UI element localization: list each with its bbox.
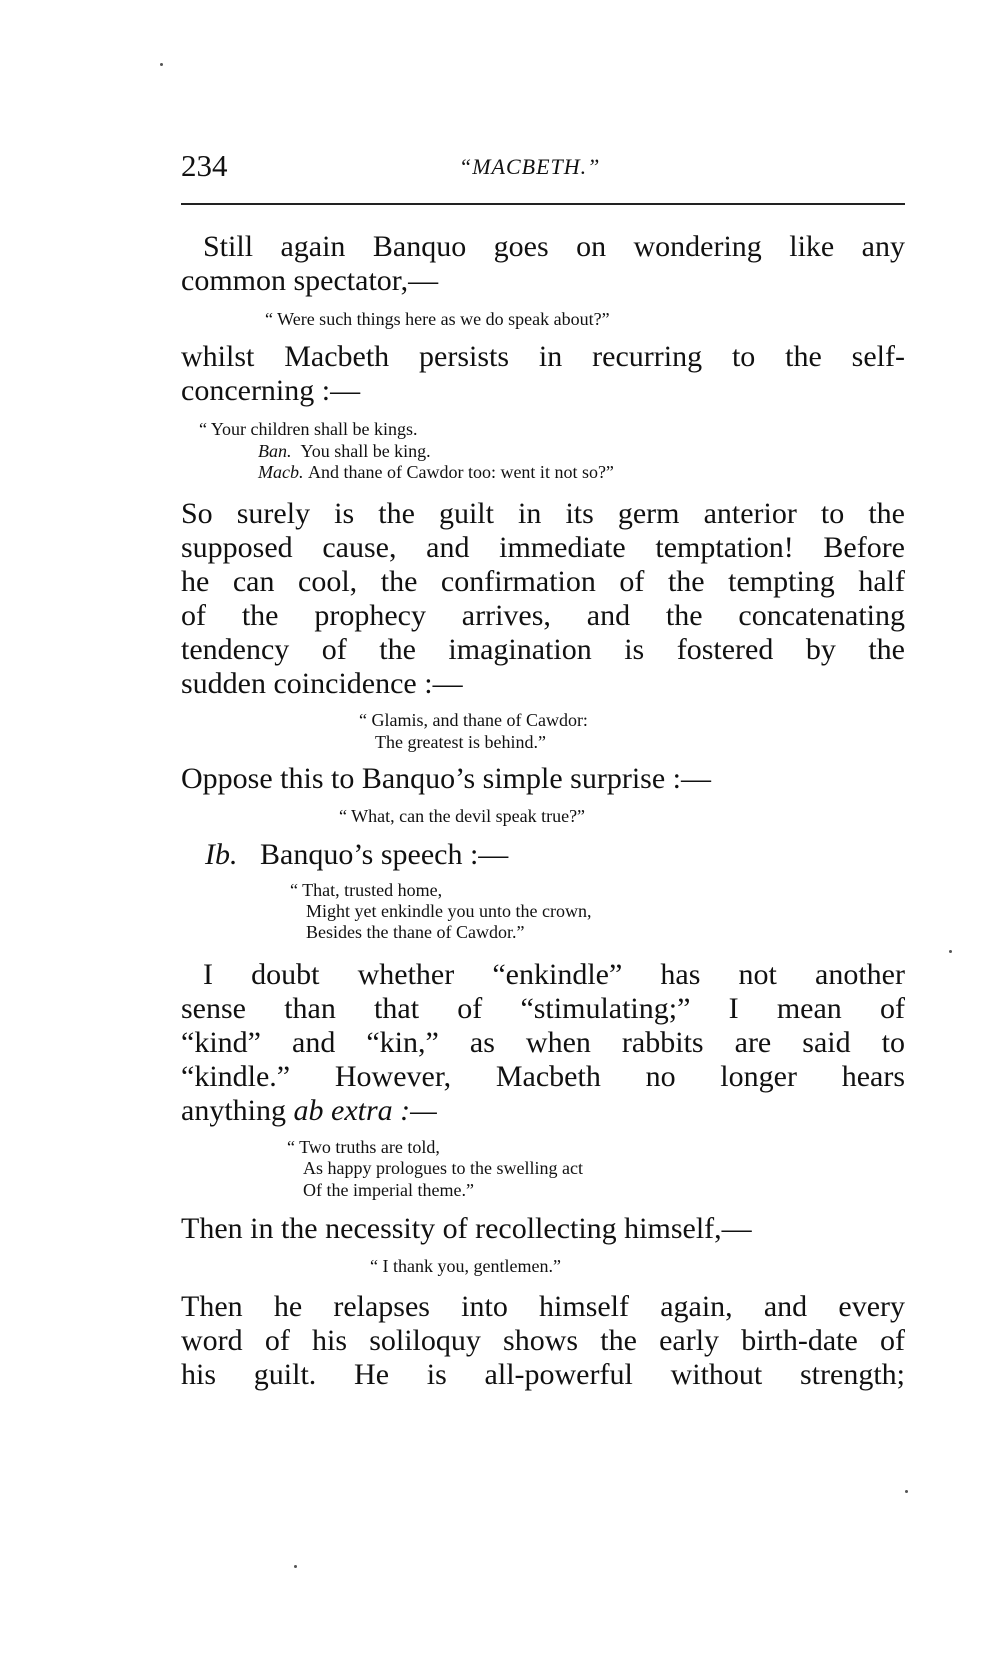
body-line: whilst Macbeth persists in recurring to the self- [181, 340, 905, 373]
quotation-line [258, 462, 614, 483]
body-line: tendency of the imagination is fostered by the [181, 633, 905, 666]
body-line: I doubt whether “enkindle” has not another [203, 958, 905, 991]
speaker-name: Ban. [258, 441, 292, 461]
quotation-line: Of the imperial theme.” [303, 1180, 474, 1200]
body-line: “kind” and “kin,” as when rabbits are said to [181, 1026, 905, 1059]
body-line: Oppose this to Banquo’s simple surprise :— [181, 762, 711, 795]
quotation-line: “ Were such things here as we do speak about?” [265, 309, 610, 329]
quotation-line: “ What, can the devil speak true?” [339, 806, 586, 826]
body-line [181, 1094, 905, 1128]
body-line: Still again Banquo goes on wondering like any [203, 230, 905, 263]
running-title: “MACBETH.” [459, 154, 601, 179]
speech-text: You shall be king. [300, 441, 431, 461]
body-line: “kindle.” However, Macbeth no longer hears [181, 1060, 905, 1093]
body-line: his guilt. He is all-powerful without strength; [181, 1358, 905, 1391]
body-line: supposed cause, and immediate temptation! Before [181, 531, 905, 564]
body-line: word of his soliloquy shows the early birth-date of [181, 1324, 905, 1357]
reference-abbrev: Ib. [205, 838, 238, 871]
body-line: common spectator,— [181, 264, 439, 297]
body-text: anything [181, 1094, 286, 1127]
page-number: 234 [181, 148, 228, 183]
quotation-line: “ Your children shall be kings. [199, 419, 418, 439]
quotation-line: “ Glamis, and thane of Cawdor: [359, 710, 588, 730]
quotation-line: “ That, trusted home, [290, 880, 443, 900]
speaker-name: Macb. [258, 462, 304, 482]
body-line: sudden coincidence :— [181, 667, 463, 700]
latin-phrase: ab extra :— [293, 1094, 437, 1127]
body-line: Then he relapses into himself again, and every [181, 1290, 905, 1323]
quotation-line: Might yet enkindle you unto the crown, [306, 901, 592, 921]
body-line: concerning :— [181, 374, 361, 407]
body-line: Then in the necessity of recollecting himself,— [181, 1212, 752, 1245]
scan-speck [905, 1490, 908, 1493]
quotation-line: The greatest is behind.” [375, 732, 546, 752]
speech-text: And thane of Cawdor too: went it not so?” [307, 462, 614, 482]
body-line: So surely is the guilt in its germ anterior to the [181, 497, 905, 530]
quotation-line: “ I thank you, gentlemen.” [370, 1256, 561, 1276]
body-line: of the prophecy arrives, and the concatenating [181, 599, 905, 632]
body-line [205, 838, 929, 872]
quotation-line: As happy prologues to the swelling act [303, 1158, 583, 1178]
quotation-line: “ Two truths are told, [287, 1137, 440, 1157]
quotation-line: Besides the thane of Cawdor.” [306, 922, 525, 942]
body-line: sense than that of “stimulating;” I mean of [181, 992, 905, 1025]
header-rule [181, 203, 905, 205]
scan-speck [949, 950, 952, 953]
quotation-line [258, 441, 431, 462]
body-line: he can cool, the confirmation of the tempting half [181, 565, 905, 598]
body-text: Banquo’s speech :— [260, 838, 509, 871]
scan-speck [160, 63, 163, 66]
scan-speck [294, 1565, 297, 1568]
